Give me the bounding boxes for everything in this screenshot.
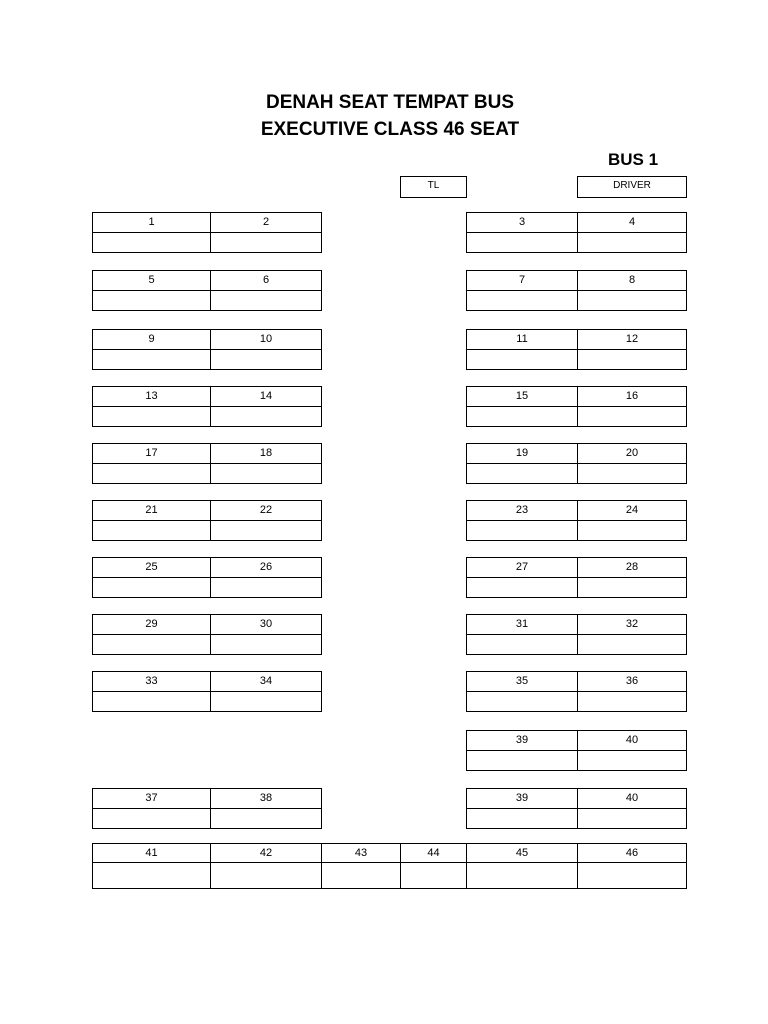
seat-name-slot	[92, 290, 211, 311]
seat-name-slot	[466, 808, 578, 829]
seat-name-slot	[92, 349, 211, 370]
seat-name-slot	[321, 862, 401, 889]
tl-box: TL	[400, 176, 467, 198]
seat-number-32: 32	[577, 614, 687, 635]
seat-name-slot	[92, 406, 211, 427]
seat-number-15: 15	[466, 386, 578, 407]
seat-name-slot	[577, 577, 687, 598]
seat-name-slot	[92, 808, 211, 829]
seat-name-slot	[466, 232, 578, 253]
seat-number-13: 13	[92, 386, 211, 407]
seat-name-slot	[466, 750, 578, 771]
seat-name-slot	[577, 406, 687, 427]
seat-number-29: 29	[92, 614, 211, 635]
seat-number-45: 45	[466, 843, 578, 863]
seat-number-27: 27	[466, 557, 578, 578]
seat-name-slot	[92, 232, 211, 253]
seat-number-41: 41	[92, 843, 211, 863]
seat-name-slot	[92, 577, 211, 598]
seat-number-6: 6	[210, 270, 322, 291]
seat-name-slot	[92, 862, 211, 889]
seat-number-30: 30	[210, 614, 322, 635]
seat-number-43: 43	[321, 843, 401, 863]
seat-number-3: 3	[466, 212, 578, 233]
seat-name-slot	[210, 349, 322, 370]
seat-number-9: 9	[92, 329, 211, 350]
seat-name-slot	[466, 520, 578, 541]
seat-name-slot	[210, 691, 322, 712]
seat-name-slot	[210, 577, 322, 598]
seat-name-slot	[466, 463, 578, 484]
seat-name-slot	[210, 520, 322, 541]
seat-number-20: 20	[577, 443, 687, 464]
seat-name-slot	[400, 862, 467, 889]
seat-number-36: 36	[577, 671, 687, 692]
seat-name-slot	[466, 862, 578, 889]
seat-number-37: 37	[92, 788, 211, 809]
seat-number-21: 21	[92, 500, 211, 521]
seat-name-slot	[210, 634, 322, 655]
seat-number-31: 31	[466, 614, 578, 635]
seat-name-slot	[210, 290, 322, 311]
seat-number-44: 44	[400, 843, 467, 863]
seat-number-40: 40	[577, 730, 687, 751]
seat-name-slot	[92, 691, 211, 712]
driver-box: DRIVER	[577, 176, 687, 198]
seat-number-22: 22	[210, 500, 322, 521]
seat-number-26: 26	[210, 557, 322, 578]
bus-label: BUS 1	[607, 150, 659, 169]
seat-name-slot	[210, 463, 322, 484]
seat-number-38: 38	[210, 788, 322, 809]
seat-number-33: 33	[92, 671, 211, 692]
seat-name-slot	[577, 634, 687, 655]
seat-name-slot	[577, 808, 687, 829]
seat-number-8: 8	[577, 270, 687, 291]
seat-number-5: 5	[92, 270, 211, 291]
seat-name-slot	[210, 406, 322, 427]
seat-number-2: 2	[210, 212, 322, 233]
seat-number-19: 19	[466, 443, 578, 464]
seat-number-23: 23	[466, 500, 578, 521]
seat-name-slot	[92, 463, 211, 484]
seat-name-slot	[577, 862, 687, 889]
seat-name-slot	[210, 862, 322, 889]
seat-number-17: 17	[92, 443, 211, 464]
seat-number-42: 42	[210, 843, 322, 863]
seat-number-12: 12	[577, 329, 687, 350]
seat-name-slot	[577, 750, 687, 771]
seat-number-10: 10	[210, 329, 322, 350]
seat-name-slot	[577, 520, 687, 541]
seat-number-46: 46	[577, 843, 687, 863]
seat-number-24: 24	[577, 500, 687, 521]
seat-name-slot	[92, 520, 211, 541]
seat-name-slot	[577, 691, 687, 712]
seat-name-slot	[466, 290, 578, 311]
seat-name-slot	[210, 808, 322, 829]
seat-number-39: 39	[466, 788, 578, 809]
seat-name-slot	[210, 232, 322, 253]
page-title: DENAH SEAT TEMPAT BUS	[265, 92, 515, 113]
seat-number-40: 40	[577, 788, 687, 809]
page-subtitle: EXECUTIVE CLASS 46 SEAT	[260, 119, 520, 140]
seat-number-11: 11	[466, 329, 578, 350]
seat-name-slot	[466, 691, 578, 712]
seat-name-slot	[466, 406, 578, 427]
seat-number-16: 16	[577, 386, 687, 407]
seat-number-4: 4	[577, 212, 687, 233]
seat-name-slot	[577, 463, 687, 484]
seat-number-1: 1	[92, 212, 211, 233]
seat-number-39: 39	[466, 730, 578, 751]
seat-name-slot	[466, 349, 578, 370]
seat-name-slot	[577, 290, 687, 311]
seat-number-28: 28	[577, 557, 687, 578]
seat-number-18: 18	[210, 443, 322, 464]
seat-name-slot	[466, 634, 578, 655]
seat-name-slot	[577, 349, 687, 370]
seat-number-34: 34	[210, 671, 322, 692]
seat-number-14: 14	[210, 386, 322, 407]
seat-name-slot	[466, 577, 578, 598]
seat-name-slot	[577, 232, 687, 253]
seat-number-7: 7	[466, 270, 578, 291]
seat-number-35: 35	[466, 671, 578, 692]
seat-name-slot	[92, 634, 211, 655]
seat-number-25: 25	[92, 557, 211, 578]
